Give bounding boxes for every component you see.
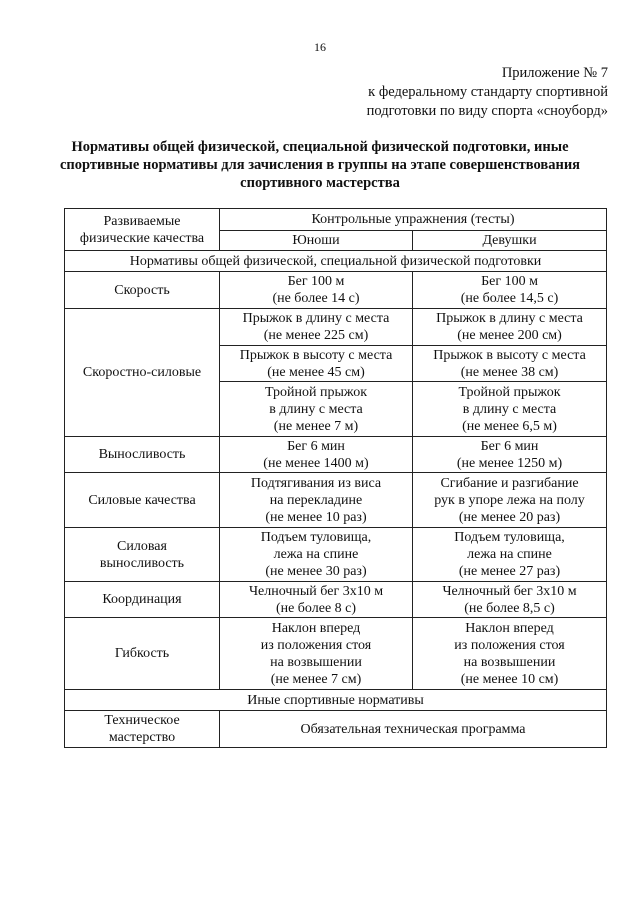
norm-girls	[413, 618, 607, 690]
norm-line: Бег 100 м	[287, 274, 345, 289]
header-boys: Юноши	[220, 231, 413, 251]
norm-line: на возвышении	[463, 654, 556, 670]
quality-line: выносливость	[99, 555, 185, 571]
title-line: спортивные нормативы для зачисления в группы на этапе совершенствования	[59, 157, 581, 173]
norm-line: рук в упоре лежа на полу	[434, 492, 585, 508]
norm-line: (не менее 10 см)	[460, 671, 559, 687]
norm-girls	[413, 382, 607, 437]
appendix-line: подготовки по виду спорта «сноуборд»	[366, 103, 608, 119]
norm-line: Подъем туловища,	[260, 530, 372, 545]
quality-strength-endurance	[65, 528, 220, 582]
norms-table	[64, 208, 607, 748]
norm-line: Бег 100 м	[481, 274, 538, 289]
norm-line: (не более 8,5 с)	[464, 600, 555, 616]
quality-speed-strength: Скоростно-силовые	[65, 309, 220, 437]
norm-boys	[220, 309, 413, 346]
norm-line: (не менее 225 см)	[263, 328, 369, 343]
table-row	[65, 473, 607, 528]
norm-line: (не более 8 с)	[275, 600, 357, 616]
norm-line: в длину с места	[462, 401, 557, 417]
norm-boys	[220, 473, 413, 528]
technical-program: Обязательная техническая программа	[220, 711, 607, 748]
page-number: 16	[314, 40, 326, 54]
norm-line: Подъем туловища,	[454, 530, 565, 545]
title-line: спортивного мастерства	[240, 175, 400, 191]
table-row	[65, 309, 607, 346]
norm-girls	[413, 272, 607, 309]
section-general-heading: Нормативы общей физической, специальной физической подготовки	[65, 251, 607, 272]
norm-line: на возвышении	[270, 654, 362, 670]
header-qualities-line: Развиваемые	[103, 213, 181, 229]
header-girls: Девушки	[413, 231, 607, 251]
quality-technical	[65, 711, 220, 748]
norm-girls	[413, 437, 607, 473]
norm-boys	[220, 437, 413, 473]
norm-line: в длину с места	[269, 401, 363, 417]
norm-line: Прыжок в высоту с места	[239, 347, 393, 363]
norm-boys	[220, 582, 413, 618]
norm-line: (не менее 1250 м)	[456, 455, 563, 471]
norm-line: (не менее 7 м)	[273, 418, 359, 434]
section-other-heading: Иные спортивные нормативы	[65, 690, 607, 711]
table-row	[65, 528, 607, 582]
table-row	[65, 582, 607, 618]
norm-line: Бег 6 мин	[287, 438, 345, 454]
quality-speed: Скорость	[65, 272, 220, 309]
norm-line: из положения стоя	[260, 637, 372, 653]
norm-boys	[220, 618, 413, 690]
norm-line: (не менее 38 см)	[460, 364, 559, 380]
norm-line: Прыжок в длину с места	[242, 311, 390, 326]
norm-line: на перекладине	[269, 492, 363, 508]
appendix-header	[367, 64, 608, 121]
norm-line: Прыжок в высоту с места	[433, 347, 586, 363]
norm-boys	[220, 272, 413, 309]
norm-line: лежа на спине	[467, 547, 552, 562]
norm-boys	[220, 528, 413, 582]
norm-line: Тройной прыжок	[264, 384, 368, 400]
norm-boys	[220, 382, 413, 437]
title-line: Нормативы общей физической, специальной физической подготовки, иные	[71, 139, 569, 155]
header-qualities	[65, 209, 220, 251]
quality-strength: Силовые качества	[65, 473, 220, 528]
norm-line: (не менее 45 см)	[267, 364, 365, 380]
norm-line: (не более 14 с)	[272, 291, 360, 306]
appendix-line: к федеральному стандарту спортивной	[368, 84, 608, 100]
norm-line: Наклон вперед	[271, 620, 361, 636]
norm-line: Бег 6 мин	[480, 438, 539, 454]
norm-line: (не более 14,5 с)	[460, 291, 559, 306]
norm-boys	[220, 346, 413, 382]
table-row	[65, 618, 607, 690]
norm-line: Челночный бег 3x10 м	[442, 583, 577, 599]
norm-girls	[413, 582, 607, 618]
quality-line: Силовая	[117, 538, 167, 554]
norm-girls	[413, 309, 607, 346]
norm-line: (не менее 20 раз)	[458, 509, 561, 525]
header-qualities-line: физические качества	[79, 230, 205, 246]
document-title	[40, 138, 600, 192]
norm-line: из положения стоя	[454, 637, 565, 653]
norm-line: (не менее 1400 м)	[263, 455, 369, 471]
norm-line: (не менее 7 см)	[270, 671, 362, 687]
table-row	[65, 437, 607, 473]
quality-line: Техническое	[104, 713, 180, 728]
quality-flexibility: Гибкость	[65, 618, 220, 690]
quality-endurance: Выносливость	[65, 437, 220, 473]
norm-line: (не менее 30 раз)	[265, 564, 367, 579]
norm-line: (не менее 6,5 м)	[462, 418, 557, 434]
norm-line: (не менее 200 см)	[457, 328, 562, 343]
norm-line: лежа на спине	[273, 547, 359, 562]
table-row	[65, 272, 607, 309]
table-row	[65, 711, 607, 748]
quality-line: мастерство	[108, 730, 176, 745]
norm-line: Наклон вперед	[465, 620, 554, 636]
norm-line: (не менее 10 раз)	[265, 509, 367, 525]
norm-girls	[413, 346, 607, 382]
norm-line: (не менее 27 раз)	[458, 564, 561, 579]
norm-line: Подтягивания из виса	[250, 475, 382, 491]
norm-girls	[413, 528, 607, 582]
norm-line: Прыжок в длину с места	[436, 311, 583, 326]
norm-line: Тройной прыжок	[458, 384, 561, 400]
norm-line: Челночный бег 3x10 м	[248, 583, 384, 599]
appendix-line: Приложение № 7	[501, 65, 608, 81]
norm-girls	[413, 473, 607, 528]
quality-coordination: Координация	[65, 582, 220, 618]
header-exercises: Контрольные упражнения (тесты)	[220, 209, 607, 231]
norm-line: Сгибание и разгибание	[440, 475, 579, 491]
